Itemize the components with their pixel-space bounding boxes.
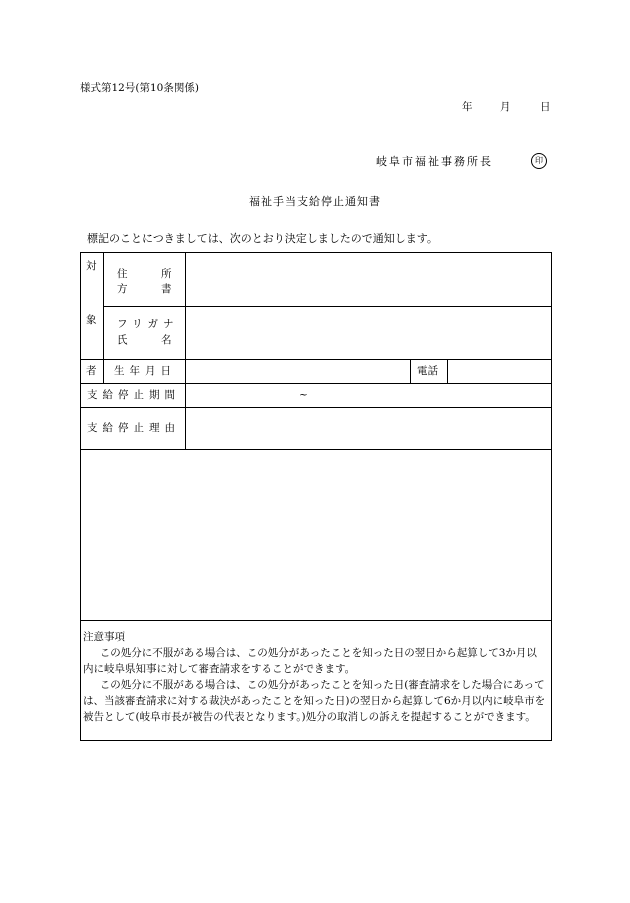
notes-section: [83, 629, 547, 725]
notes-heading: 注意事項: [83, 631, 125, 643]
form-number: 様式第12号(第10条関係): [80, 82, 199, 94]
date-day-label: 日: [540, 101, 551, 113]
date-year-label: 年: [462, 101, 473, 113]
notes-paragraph-2: この処分に不服がある場合は、この処分があったことを知った日(審査請求をした場合にあっては、当該審査請求に対する裁決があったことを知った日)の翌日から起算して6か月以内に岐阜市を被告として(岐阜市長が被告の代表となります。)処分の取消しの訴えを提起することができます。: [83, 679, 546, 723]
intro-text: 標記のことにつきましては、次のとおり決定しましたので通知します。: [87, 232, 438, 245]
stop-reason-label: 支給停止理由: [87, 422, 180, 434]
notes-paragraph-1: この処分に不服がある場合は、この処分があったことを知った日の翌日から起算して3か月以内に岐阜県知事に対して審査請求をすることができます。: [83, 647, 537, 675]
issuer-name: 岐阜市福祉事務所長: [376, 155, 493, 168]
seal-mark: 印: [531, 153, 547, 169]
subject-label-char1: 対: [86, 260, 97, 272]
address-label-2a: 方: [117, 283, 128, 295]
notice-form-table: [80, 252, 552, 741]
row-divider-period: [81, 407, 551, 408]
birth-date-label: 生年月日: [114, 365, 176, 377]
phone-label: 電話: [417, 365, 438, 377]
row-divider-notes: [81, 620, 551, 621]
col-divider-label: [185, 253, 186, 449]
row-divider-reason: [81, 449, 551, 450]
col-divider-subject: [103, 253, 104, 383]
document-title: 福祉手当支給停止通知書: [249, 195, 381, 208]
stop-period-label: 支給停止期間: [87, 389, 180, 401]
row-divider-name: [81, 359, 551, 360]
furigana-label: フリガナ: [117, 318, 179, 330]
name-label-b: 名: [161, 334, 172, 346]
address-label-1b: 所: [161, 268, 172, 280]
row-divider-birth: [81, 383, 551, 384]
issue-date: [462, 99, 551, 114]
date-month-label: 月: [500, 101, 511, 113]
address-label-2b: 書: [161, 283, 172, 295]
subject-label-char2: 象: [86, 314, 97, 326]
stop-period-separator: ~: [299, 389, 308, 401]
row-divider-address: [103, 306, 551, 307]
col-divider-phone-left: [410, 359, 411, 383]
col-divider-phone-right: [447, 359, 448, 383]
name-label-a: 氏: [117, 334, 128, 346]
address-label-1a: 住: [117, 268, 128, 280]
subject-label-char3: 者: [86, 365, 97, 377]
